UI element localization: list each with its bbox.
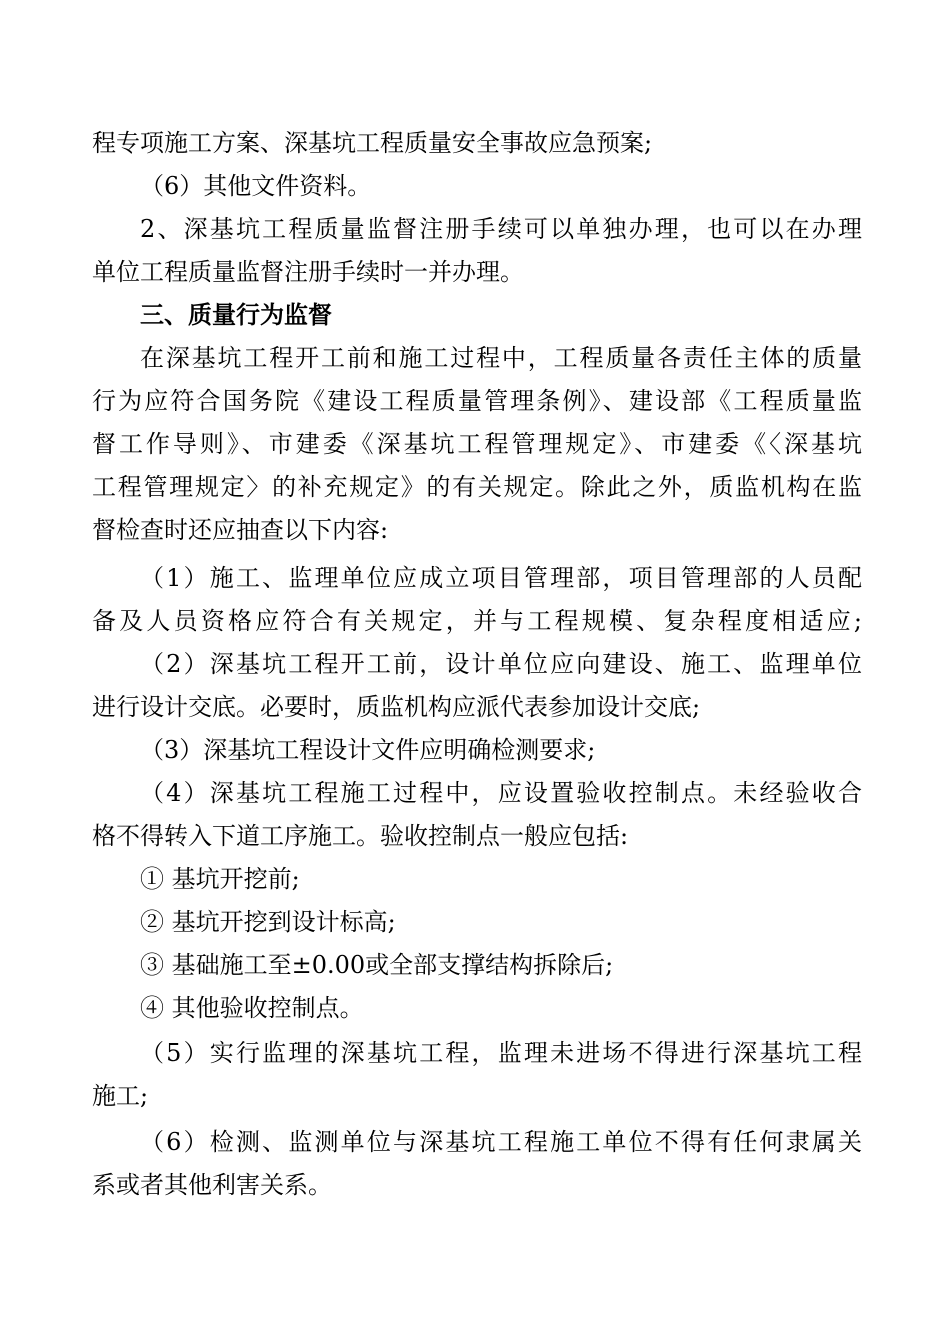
text-line-17: 格不得转入下道工序施工。验收控制点一般应包括: [92,822,629,850]
text-line-4: 单位工程质量监督注册手续时一并办理。 [92,258,524,286]
list-item-2: ② 基坑开挖到设计标高; [140,908,396,936]
text-line-25: 系或者其他利害关系。 [92,1171,332,1199]
text-line-15: （3）深基坑工程设计文件应明确检测要求; [140,736,596,764]
text-line-23: 施工; [92,1082,149,1110]
text-line-13: （2）深基坑工程开工前，设计单位应向建设、施工、监理单位 [140,650,862,678]
text-line-11: （1）施工、监理单位应成立项目管理部，项目管理部的人员配 [140,564,862,592]
section-heading: 三、质量行为监督 [140,301,332,329]
list-item-3: ③ 基础施工至±0.00或全部支撑结构拆除后; [140,951,614,979]
text-line-12: 备及人员资格应符合有关规定，并与工程规模、复杂程度相适应; [92,607,862,635]
text-line-9: 工程管理规定〉的补充规定》的有关规定。除此之外，质监机构在监 [92,473,862,501]
text-line-22: （5）实行监理的深基坑工程，监理未进场不得进行深基坑工程 [140,1039,862,1067]
text-line-2: （6）其他文件资料。 [140,172,372,200]
list-item-1: ① 基坑开挖前; [140,865,300,893]
text-line-1: 程专项施工方案、深基坑工程质量安全事故应急预案; [92,129,653,157]
text-line-24: （6）检测、监测单位与深基坑工程施工单位不得有任何隶属关 [140,1128,862,1156]
text-line-3: 2、深基坑工程质量监督注册手续可以单独办理，也可以在办理 [140,215,862,243]
list-item-4: ④ 其他验收控制点。 [140,994,364,1022]
text-line-16: （4）深基坑工程施工过程中，应设置验收控制点。未经验收合 [140,779,862,807]
text-line-8: 督工作导则》、市建委《深基坑工程管理规定》、市建委《〈深基坑 [92,430,862,458]
text-line-6: 在深基坑工程开工前和施工过程中，工程质量各责任主体的质量 [140,344,862,372]
text-line-14: 进行设计交底。必要时，质监机构应派代表参加设计交底; [92,693,701,721]
text-line-10: 督检查时还应抽查以下内容: [92,516,389,544]
text-line-7: 行为应符合国务院《建设工程质量管理条例》、建设部《工程质量监 [92,387,862,415]
